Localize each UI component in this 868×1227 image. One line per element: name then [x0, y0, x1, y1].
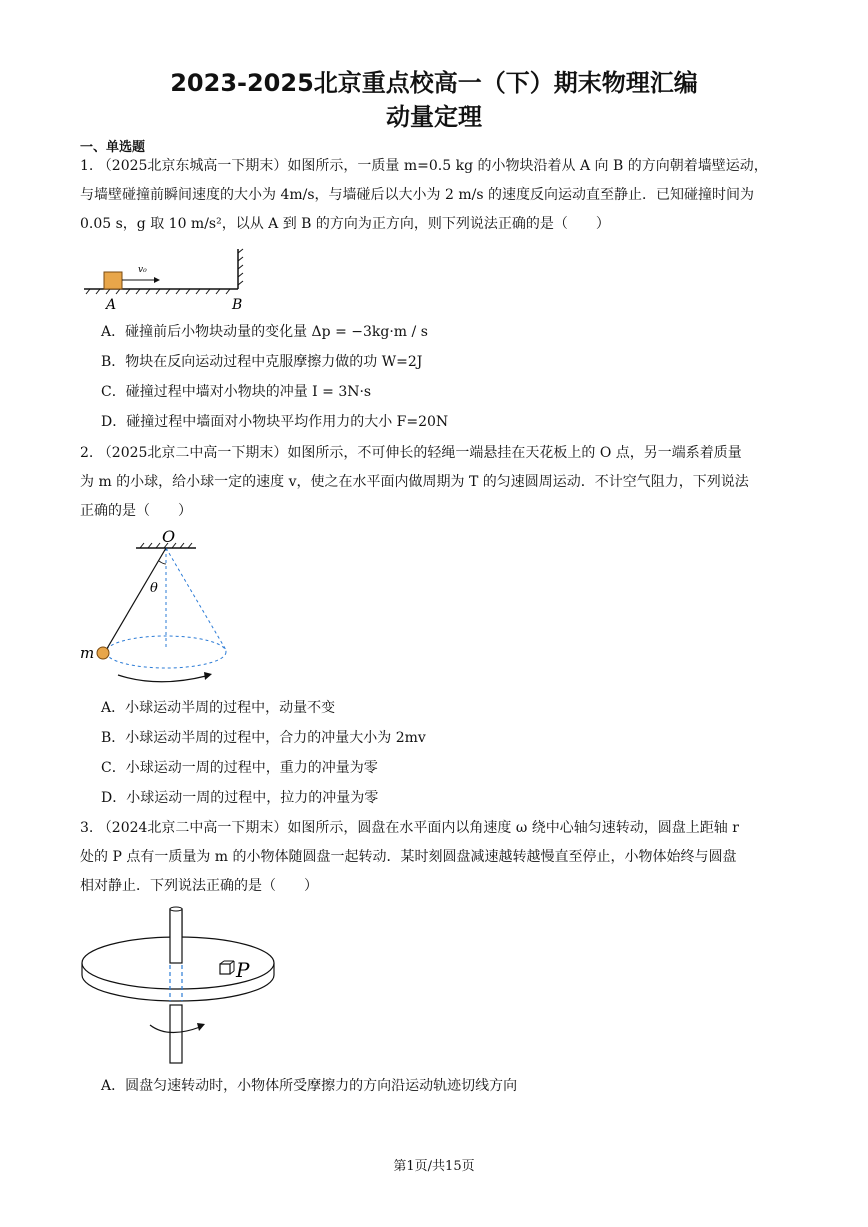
document-subtitle: 动量定理 [386, 103, 482, 131]
velocity-label: v₀ [138, 265, 147, 275]
q1-option-b: B．物块在反向运动过程中克服摩擦力做的功 W=2J [101, 354, 423, 370]
rotating-disk-figure [78, 905, 278, 1070]
question-3-text-line3: 相对静止．下列说法正确的是（ ） [80, 878, 318, 894]
q1-option-a: A．碰撞前后小物块动量的变化量 Δp = −3kg·m / s [101, 324, 428, 340]
q2-option-c: C．小球运动一周的过程中，重力的冲量为零 [101, 760, 378, 776]
question-1-text-line1: 1. （2025北京东城高一下期末）如图所示，一质量 m=0.5 kg 的小物块沿着从 A 向 B 的方向朝着墙壁运动， [80, 158, 768, 174]
mass-label: m [80, 644, 95, 662]
question-2-text-line2: 为 m 的小球，给小球一定的速度 v，使之在水平面内做周期为 T 的匀速圆周运动．不计空气阻力，下列说法 [80, 474, 749, 490]
section-heading: 一、单选题 [80, 140, 146, 155]
theta-label: θ [150, 581, 158, 596]
q2-option-a: A．小球运动半周的过程中，动量不变 [101, 700, 336, 716]
question-2-text-line1: 2. （2025北京二中高一下期末）如图所示，不可伸长的轻绳一端悬挂在天花板上的 O 点，另一端系着质量 [80, 445, 742, 461]
question-1-text-line2: 与墙壁碰撞前瞬间速度的大小为 4m/s，与墙碰后以大小为 2 m/s 的速度反向运动直至静止．已知碰撞时间为 [80, 187, 754, 203]
point-b-label: B [232, 297, 243, 313]
point-p-label: P [236, 958, 250, 982]
q2-option-d: D．小球运动一周的过程中，拉力的冲量为零 [101, 790, 379, 806]
question-3-text-line2: 处的 P 点有一质量为 m 的小物体随圆盘一起转动．某时刻圆盘减速越转越慢直至停止，小物体始终与圆盘 [80, 849, 737, 865]
document-title: 2023-2025北京重点校高一（下）期末物理汇编 [170, 69, 698, 97]
point-o-label: O [162, 528, 176, 546]
block-wall-figure [80, 245, 260, 315]
q1-option-d: D．碰撞过程中墙面对小物块平均作用力的大小 F=20N [101, 414, 449, 430]
question-2-text-line3: 正确的是（ ） [80, 503, 192, 519]
question-1-text-line3: 0.05 s，g 取 10 m/s²，以从 A 到 B 的方向为正方向，则下列说法正确的是（ ） [80, 216, 610, 232]
conical-pendulum-figure [78, 528, 238, 693]
q3-option-a: A．圆盘匀速转动时，小物体所受摩擦力的方向沿运动轨迹切线方向 [101, 1078, 518, 1094]
page-footer: 第1页/共15页 [393, 1159, 475, 1174]
point-a-label: A [106, 297, 117, 313]
q2-option-b: B．小球运动半周的过程中，合力的冲量大小为 2mv [101, 730, 426, 746]
q1-option-c: C．碰撞过程中墙对小物块的冲量 I = 3N·s [101, 384, 372, 400]
question-3-text-line1: 3. （2024北京二中高一下期末）如图所示，圆盘在水平面内以角速度 ω 绕中心轴匀速转动，圆盘上距轴 r [80, 820, 739, 836]
